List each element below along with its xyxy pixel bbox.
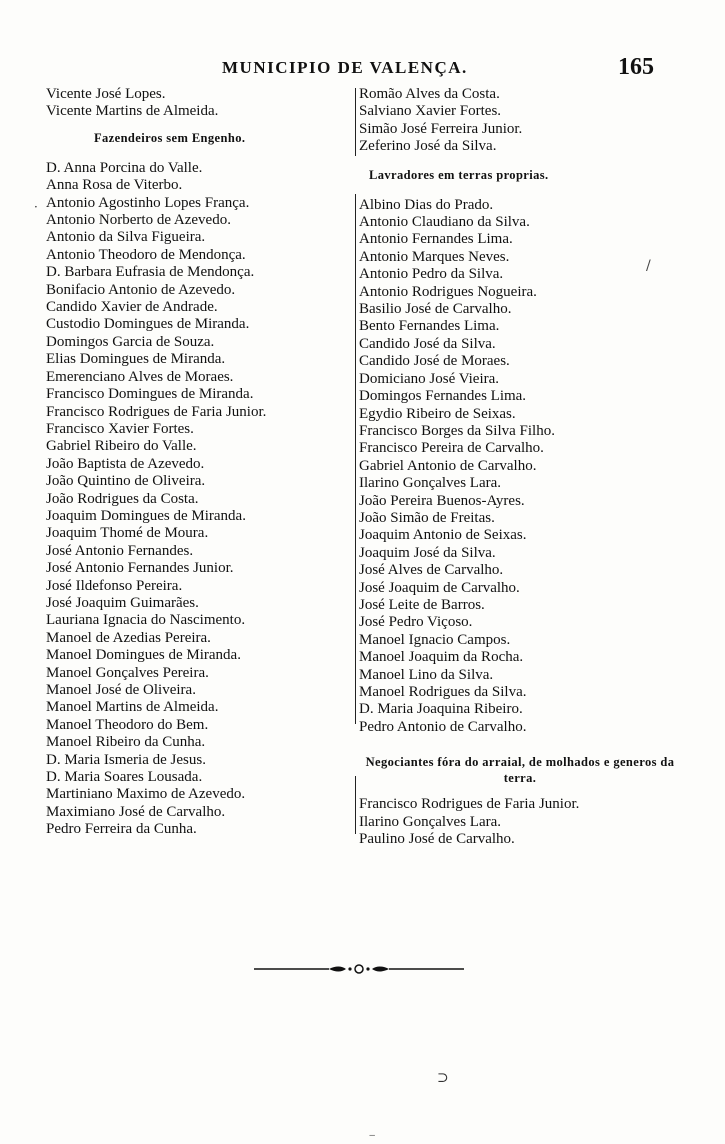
- name-entry: Gabriel Antonio de Carvalho.: [359, 457, 537, 474]
- name-entry: Manoel Lino da Silva.: [359, 666, 494, 683]
- name-entry: Martiniano Maximo de Azevedo.: [46, 786, 246, 803]
- name-entry: Paulino José de Carvalho.: [359, 831, 515, 848]
- name-entry: João Baptista de Azevedo.: [46, 455, 205, 472]
- name-entry: D. Barbara Eufrasia de Mendonça.: [46, 264, 255, 281]
- name-entry: João Rodrigues da Costa.: [46, 490, 199, 507]
- section-heading-negociantes: Negociantes fóra do arraial, de molhados e generos da terra.: [365, 755, 675, 786]
- ornament-divider-icon: [254, 962, 464, 976]
- name-entry: Antonio Rodrigues Nogueira.: [359, 283, 537, 300]
- name-entry: Zeferino José da Silva.: [359, 138, 497, 155]
- name-entry: D. Anna Porcina do Valle.: [46, 159, 203, 176]
- name-entry: José Antonio Fernandes.: [46, 542, 194, 559]
- name-entry: Manoel Ignacio Campos.: [359, 631, 511, 648]
- name-entry: Manoel Rodrigues da Silva.: [359, 684, 527, 700]
- name-entry: Manoel de Azedias Pereira.: [46, 629, 211, 646]
- name-entry: Pedro Ferreira da Cunha.: [46, 821, 197, 838]
- name-entry: Maximiano José de Carvalho.: [46, 803, 226, 820]
- name-entry: Manoel Theodoro do Bem.: [46, 716, 209, 733]
- name-entry: Francisco Xavier Fortes.: [46, 420, 194, 437]
- name-entry: Antonio Theodoro de Mendonça.: [46, 246, 246, 263]
- name-entry: Ilarino Gonçalves Lara.: [359, 475, 502, 492]
- name-entry: Manoel Martins de Almeida.: [46, 699, 219, 716]
- lavradores-list: [357, 197, 677, 737]
- name-entry: Candido José de Moraes.: [359, 353, 510, 370]
- name-entry: Albino Dias do Prado.: [359, 196, 494, 213]
- name-entry: Francisco Borges da Silva Filho.: [359, 422, 555, 439]
- name-entry: José Alves de Carvalho.: [359, 562, 504, 579]
- name-entry: Antonio Norberto de Azevedo.: [46, 212, 231, 229]
- name-entry: José Ildefonso Pereira.: [46, 577, 183, 594]
- name-entry: Antonio da Silva Figueira.: [46, 229, 206, 246]
- name-entry: José Antonio Fernandes Junior.: [46, 560, 234, 577]
- name-entry: Joaquim Thomé de Moura.: [46, 525, 209, 542]
- name-entry: Antonio Fernandes Lima.: [359, 231, 513, 248]
- stray-mark: ⊃: [437, 1070, 449, 1086]
- name-entry: Basilio José de Carvalho.: [359, 301, 512, 318]
- stray-mark: ·: [34, 200, 38, 214]
- name-entry: Francisco Rodrigues de Faria Junior.: [359, 796, 580, 813]
- right-column: [357, 86, 677, 848]
- stray-mark: ‒: [369, 1130, 376, 1141]
- name-entry: Manoel Joaquim da Rocha.: [359, 649, 524, 666]
- name-entry: D. Maria Soares Lousada.: [46, 769, 203, 786]
- name-entry: Joaquim José da Silva.: [359, 544, 496, 561]
- name-entry: Manoel Domingues de Miranda.: [46, 647, 241, 664]
- negociantes-list: [357, 796, 677, 848]
- name-entry: Antonio Marques Neves.: [359, 248, 510, 265]
- name-entry: Lauriana Ignacia do Nascimento.: [46, 612, 246, 629]
- name-entry: D. Maria Ismeria de Jesus.: [46, 751, 206, 768]
- name-entry: Manoel Ribeiro da Cunha.: [46, 734, 206, 751]
- name-entry: Custodio Domingues de Miranda.: [46, 316, 250, 333]
- page-title: MUNICIPIO DE VALENÇA.: [222, 58, 468, 77]
- name-entry: Egydio Ribeiro de Seixas.: [359, 405, 516, 422]
- name-entry: José Joaquim Guimarães.: [46, 594, 199, 611]
- name-entry: Salviano Xavier Fortes.: [359, 103, 502, 120]
- name-entry: Simão José Ferreira Junior.: [359, 120, 523, 137]
- name-entry: Antonio Claudiano da Silva.: [359, 214, 530, 231]
- name-entry: Elias Domingues de Miranda.: [46, 351, 226, 368]
- name-entry: Manoel José de Oliveira.: [46, 682, 196, 698]
- name-entry: João Quintino de Oliveira.: [46, 473, 206, 490]
- name-entry: Joaquim Antonio de Seixas.: [359, 527, 527, 544]
- name-entry: Manoel Gonçalves Pereira.: [46, 664, 209, 681]
- page-header: [0, 54, 725, 84]
- column-divider: [355, 194, 356, 724]
- name-entry: Romão Alves da Costa.: [359, 86, 500, 102]
- name-entry: Vicente Martins de Almeida.: [46, 103, 219, 120]
- name-entry: Gabriel Ribeiro do Valle.: [46, 438, 197, 455]
- name-entry: José Pedro Viçoso.: [359, 614, 473, 631]
- section-heading-fazendeiros: Fazendeiros sem Engenho.: [94, 130, 246, 145]
- column-divider: [355, 776, 356, 834]
- name-entry: Bento Fernandes Lima.: [359, 318, 500, 335]
- name-entry: José Leite de Barros.: [359, 596, 485, 613]
- name-entry: Antonio Pedro da Silva.: [359, 266, 504, 283]
- name-entry: Candido Xavier de Andrade.: [46, 299, 218, 316]
- page-number: 165: [618, 54, 654, 80]
- fazendeiros-list: [46, 160, 346, 839]
- name-entry: D. Maria Joaquina Ribeiro.: [359, 701, 523, 718]
- name-entry: Anna Rosa de Viterbo.: [46, 177, 183, 194]
- left-column: [46, 86, 346, 839]
- stray-mark: /: [646, 258, 651, 274]
- name-entry: João Simão de Freitas.: [359, 509, 495, 526]
- name-entry: Emerenciano Alves de Moraes.: [46, 368, 234, 385]
- name-entry: Francisco Domingues de Miranda.: [46, 386, 254, 403]
- section-heading-lavradores: Lavradores em terras proprias.: [369, 167, 549, 182]
- name-entry: Antonio Agostinho Lopes França.: [46, 194, 250, 211]
- name-entry: José Joaquim de Carvalho.: [359, 579, 520, 596]
- name-entry: Candido José da Silva.: [359, 335, 496, 352]
- name-entry: Francisco Rodrigues de Faria Junior.: [46, 403, 267, 420]
- right-top-list: [357, 86, 677, 156]
- name-entry: Vicente José Lopes.: [46, 86, 166, 102]
- name-entry: Ilarino Gonçalves Lara.: [359, 813, 502, 830]
- name-entry: Domingos Fernandes Lima.: [359, 388, 527, 405]
- name-entry: Francisco Pereira de Carvalho.: [359, 440, 544, 457]
- column-divider: [355, 88, 356, 156]
- left-top-list: [46, 86, 346, 121]
- name-entry: Joaquim Domingues de Miranda.: [46, 507, 246, 524]
- name-entry: João Pereira Buenos-Ayres.: [359, 492, 525, 509]
- name-entry: Domiciano José Vieira.: [359, 370, 500, 387]
- name-entry: Pedro Antonio de Carvalho.: [359, 718, 527, 735]
- name-entry: Bonifacio Antonio de Azevedo.: [46, 281, 236, 298]
- name-entry: Domingos Garcia de Souza.: [46, 333, 215, 350]
